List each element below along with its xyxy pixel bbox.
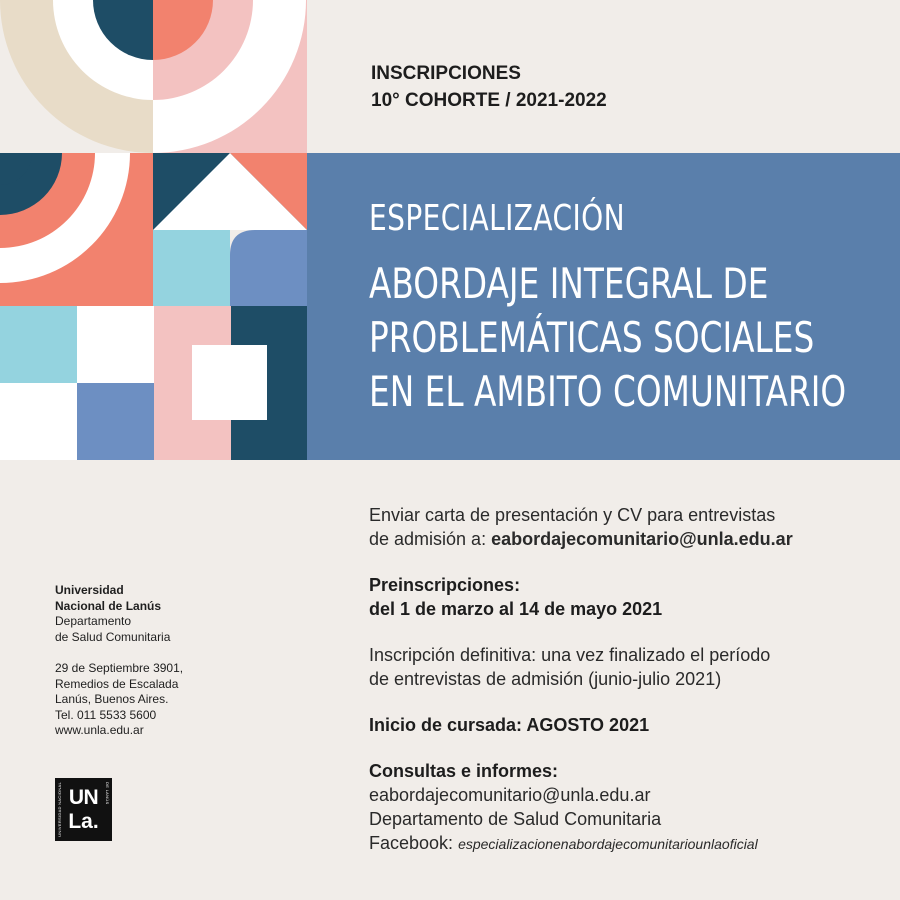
facebook-label: Facebook: [369,833,459,853]
phone-number: Tel. 011 5533 5600 [55,707,157,722]
contact-email-link[interactable]: eabordajecomunitario@unla.edu.ar [369,785,651,805]
program-title-line-2: PROBLEMÁTICAS SOCIALES [369,313,815,362]
university-name-line-1: Universidad [55,583,124,597]
unla-logo [55,778,112,841]
university-name-line-2: Nacional de Lanús [55,598,162,613]
facebook-link[interactable]: especializacionenabordajecomunitariounlaoficial [458,836,758,852]
course-start: Inicio de cursada: AGOSTO 2021 [369,715,650,735]
facebook-line [369,831,889,856]
info-content [369,503,889,878]
logo-vertical-right: DE LANÚS [105,782,110,805]
contact-block [369,759,889,856]
department-line-1: Departamento [55,614,132,628]
preinscription-block [369,573,889,621]
tile-white-bottom [0,383,77,460]
tile-blue-rounded [230,230,307,306]
address-line-1: 29 de Septiembre 3901, [55,661,184,675]
address-line-2: Remedios de Escalada [55,676,179,691]
cohort-header [371,60,607,114]
program-title-line-3: EN EL AMBITO COMUNITARIO [369,367,847,416]
logo-vertical-left: UNIVERSIDAD NACIONAL [57,782,62,837]
logo-un: UN [68,786,99,809]
tile-cyan [153,230,230,306]
send-line-2-prefix: de admisión a: [369,529,492,549]
definitive-inscription [369,643,889,691]
contact-department: Departamento de Salud Comunitaria [369,809,662,829]
definitive-line-1: Inscripción definitiva: una vez finalizado el período [369,645,771,665]
program-title [369,257,868,419]
tile-white-inset [192,345,267,420]
banner-kicker: ESPECIALIZACIÓN [369,198,626,239]
send-line-2 [369,527,889,551]
tile-cyan-rounded [0,306,77,383]
university-info [55,583,255,739]
header-line-2: 10° COHORTE / 2021-2022 [371,90,607,111]
department-line-2: de Salud Comunitaria [55,629,171,644]
send-line-1: Enviar carta de presentación y CV para entrevistas [369,505,776,525]
send-instructions [369,503,889,551]
program-title-line-1: ABORDAJE INTEGRAL DE [369,259,769,308]
contact-title: Consultas e informes: [369,761,559,781]
admission-email-link[interactable]: eabordajecomunitario@unla.edu.ar [491,529,793,549]
preinscription-title: Preinscripciones: [369,575,521,595]
header-line-1: INSCRIPCIONES [371,63,521,84]
university-website-link[interactable]: www.unla.edu.ar [55,723,144,737]
address-line-3: Lanús, Buenos Aires. [55,692,169,706]
preinscription-dates: del 1 de marzo al 14 de mayo 2021 [369,599,663,619]
tile-white-square [77,306,154,383]
program-banner [307,153,900,460]
definitive-line-2: de entrevistas de admisión (junio-julio 2021) [369,669,722,689]
geometric-mosaic [0,0,307,460]
logo-la: La. [68,810,99,833]
